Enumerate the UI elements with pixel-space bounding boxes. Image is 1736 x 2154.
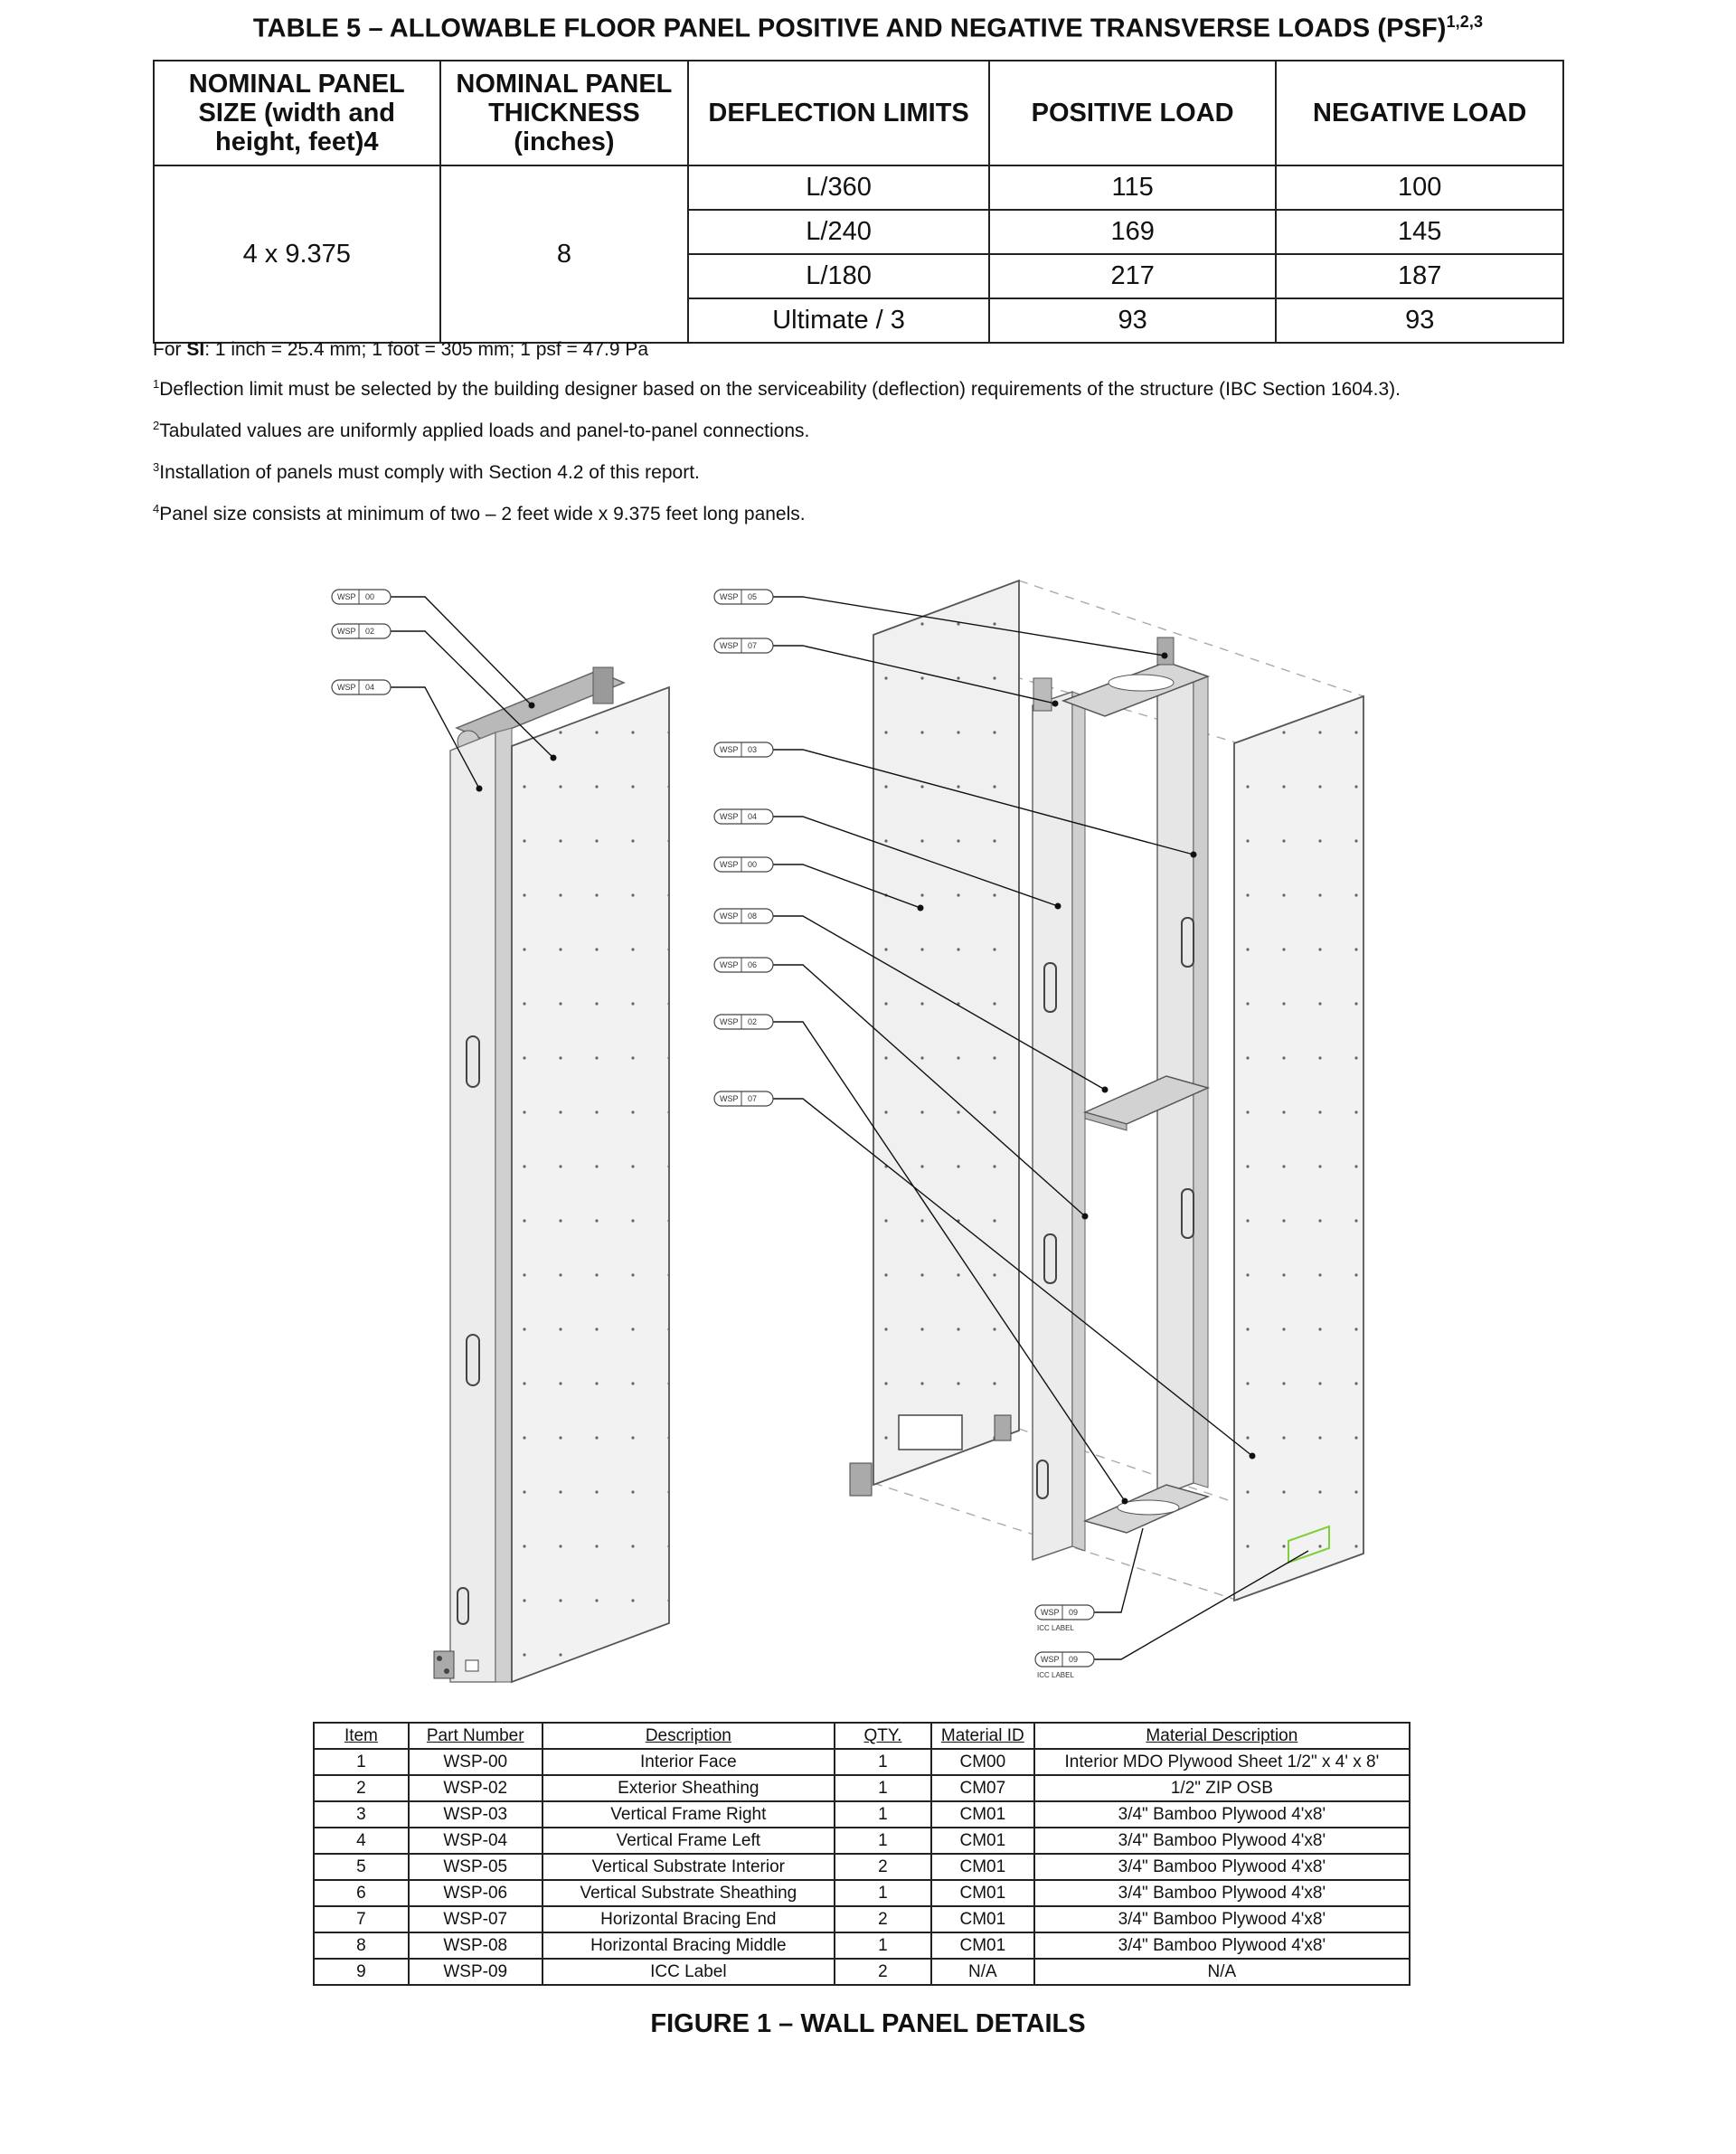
callout-tag-prefix: WSP [1041, 1608, 1060, 1617]
material-description-cell: 3/4" Bamboo Plywood 4'x8' [1034, 1906, 1410, 1932]
callout-tag-prefix: WSP [337, 592, 356, 601]
deflection-cell: L/360 [688, 165, 989, 210]
deflection-cell: L/240 [688, 210, 989, 254]
material-description-cell: 3/4" Bamboo Plywood 4'x8' [1034, 1880, 1410, 1906]
table-row [314, 1775, 1410, 1801]
table-row [314, 1828, 1410, 1854]
callout-tag [714, 809, 773, 824]
icc-label-caption: ICC LABEL [1037, 1624, 1074, 1632]
header-panel-thickness: NOMINAL PANEL THICKNESS (inches) [440, 61, 689, 165]
description-cell: ICC Label [542, 1959, 835, 1985]
material-description-cell: 3/4" Bamboo Plywood 4'x8' [1034, 1932, 1410, 1959]
material-id-cell: N/A [931, 1959, 1034, 1985]
part-number-cell: WSP-03 [409, 1801, 542, 1828]
material-id-cell: CM01 [931, 1880, 1034, 1906]
positive-load-cell: 93 [989, 298, 1277, 343]
material-description-cell: 3/4" Bamboo Plywood 4'x8' [1034, 1854, 1410, 1880]
description-cell: Exterior Sheathing [542, 1775, 835, 1801]
callout-tag-prefix: WSP [720, 960, 739, 969]
callout-tag-prefix: WSP [720, 641, 739, 650]
item-cell: 3 [314, 1801, 409, 1828]
description-cell: Vertical Substrate Sheathing [542, 1880, 835, 1906]
material-id-cell: CM01 [931, 1828, 1034, 1854]
positive-load-cell: 115 [989, 165, 1277, 210]
si-conversion-note: For SI: 1 inch = 25.4 mm; 1 foot = 305 mm; 1 psf = 47.9 Pa [153, 339, 649, 360]
qty-cell: 1 [835, 1801, 931, 1828]
callout-tag-prefix: WSP [720, 1017, 739, 1026]
deflection-cell: Ultimate / 3 [688, 298, 989, 343]
material-description-cell: 1/2" ZIP OSB [1034, 1775, 1410, 1801]
header-qty: QTY. [835, 1723, 931, 1749]
qty-cell: 2 [835, 1906, 931, 1932]
part-number-cell: WSP-05 [409, 1854, 542, 1880]
callout-tag [714, 590, 773, 604]
footnote-2: $^2$Tabulated values are uniformly applied loads and panel-to-panel connections. [153, 419, 810, 441]
callout-tag [714, 1015, 773, 1029]
callout-tag [332, 624, 391, 638]
footnote-3: $^3$Installation of panels must comply with Section 4.2 of this report. [153, 460, 700, 483]
callout-tag-prefix: WSP [720, 860, 739, 869]
footnote-1: $^1$Deflection limit must be selected by the building designer based on the serviceability (deflection) requirements of the structure (IBC Section 1604.3). [153, 377, 1401, 400]
table-row [314, 1959, 1410, 1985]
table-title: TABLE 5 – ALLOWABLE FLOOR PANEL POSITIVE AND NEGATIVE TRANSVERSE LOADS (PSF)$^{1,2,3}$ [252, 13, 1484, 43]
callout-tag [332, 680, 391, 694]
callout-tag [1035, 1605, 1094, 1632]
material-id-cell: CM01 [931, 1854, 1034, 1880]
qty-cell: 1 [835, 1880, 931, 1906]
header-deflection-limits: DEFLECTION LIMITS [688, 61, 989, 165]
part-number-cell: WSP-09 [409, 1959, 542, 1985]
material-id-cell: CM00 [931, 1749, 1034, 1775]
callout-tag-number: 00 [748, 860, 758, 869]
item-cell: 2 [314, 1775, 409, 1801]
parts-list-table [313, 1722, 1410, 1986]
qty-cell: 1 [835, 1828, 931, 1854]
qty-cell: 2 [835, 1854, 931, 1880]
material-id-cell: CM01 [931, 1801, 1034, 1828]
part-number-cell: WSP-00 [409, 1749, 542, 1775]
callout-tag [714, 909, 773, 923]
icc-label-caption: ICC LABEL [1037, 1671, 1074, 1679]
material-description-cell: N/A [1034, 1959, 1410, 1985]
material-id-cell: CM07 [931, 1775, 1034, 1801]
item-cell: 6 [314, 1880, 409, 1906]
callout-tag-number: 02 [748, 1017, 758, 1026]
part-number-cell: WSP-04 [409, 1828, 542, 1854]
title-footnote-refs: 1,2,3 [1446, 13, 1484, 31]
item-cell: 8 [314, 1932, 409, 1959]
callout-tag-prefix: WSP [720, 1094, 739, 1103]
icc-label-callouts [1035, 1605, 1094, 1679]
header-description: Description [542, 1723, 835, 1749]
material-id-cell: CM01 [931, 1906, 1034, 1932]
callout-tag-number: 04 [748, 812, 758, 821]
table-row [314, 1801, 1410, 1828]
item-cell: 9 [314, 1959, 409, 1985]
item-cell: 7 [314, 1906, 409, 1932]
callout-tag-number: 07 [748, 1094, 758, 1103]
panel-size-cell: 4 x 9.375 [154, 165, 440, 343]
callout-tag-number: 02 [365, 627, 375, 636]
part-number-cell: WSP-08 [409, 1932, 542, 1959]
callout-tag-number: 09 [1069, 1608, 1079, 1617]
table-row [314, 1906, 1410, 1932]
item-cell: 1 [314, 1749, 409, 1775]
callout-tag [1035, 1652, 1094, 1679]
header-positive-load: POSITIVE LOAD [989, 61, 1277, 165]
callout-tag [714, 1091, 773, 1106]
callout-tag-prefix: WSP [720, 592, 739, 601]
header-material-id: Material ID [931, 1723, 1034, 1749]
deflection-cell: L/180 [688, 254, 989, 298]
callout-tag-number: 09 [1069, 1655, 1079, 1664]
description-cell: Vertical Frame Left [542, 1828, 835, 1854]
description-cell: Horizontal Bracing Middle [542, 1932, 835, 1959]
callout-tag-number: 00 [365, 592, 375, 601]
thickness-cell: 8 [440, 165, 689, 343]
callout-tag [714, 958, 773, 972]
footnote-4: $^4$Panel size consists at minimum of two – 2 feet wide x 9.375 feet long panels. [153, 502, 806, 524]
callout-tag [714, 638, 773, 653]
positive-load-cell: 217 [989, 254, 1277, 298]
callout-tag-number: 06 [748, 960, 758, 969]
callout-tag-prefix: WSP [1041, 1655, 1060, 1664]
callout-tag [714, 742, 773, 757]
header-part-number: Part Number [409, 1723, 542, 1749]
table-row [314, 1880, 1410, 1906]
part-number-cell: WSP-02 [409, 1775, 542, 1801]
table-row [314, 1854, 1410, 1880]
callout-tag-number: 08 [748, 912, 758, 921]
description-cell: Horizontal Bracing End [542, 1906, 835, 1932]
part-number-cell: WSP-07 [409, 1906, 542, 1932]
right-callout-tags [714, 590, 773, 1106]
part-number-cell: WSP-06 [409, 1880, 542, 1906]
description-cell: Interior Face [542, 1749, 835, 1775]
callout-tag-prefix: WSP [337, 627, 356, 636]
table-row [314, 1749, 1410, 1775]
positive-load-cell: 169 [989, 210, 1277, 254]
table-row [314, 1932, 1410, 1959]
callout-tag-prefix: WSP [337, 683, 356, 692]
callout-tag [332, 590, 391, 604]
callout-tag-number: 03 [748, 745, 758, 754]
description-cell: Vertical Substrate Interior [542, 1854, 835, 1880]
material-description-cell: Interior MDO Plywood Sheet 1/2" x 4' x 8' [1034, 1749, 1410, 1775]
material-id-cell: CM01 [931, 1932, 1034, 1959]
negative-load-cell: 145 [1276, 210, 1563, 254]
callout-tag-number: 04 [365, 683, 375, 692]
material-description-cell: 3/4" Bamboo Plywood 4'x8' [1034, 1828, 1410, 1854]
callout-tag [714, 857, 773, 872]
qty-cell: 1 [835, 1932, 931, 1959]
callout-tag-number: 07 [748, 641, 758, 650]
left-callout-tags [332, 590, 391, 694]
material-description-cell: 3/4" Bamboo Plywood 4'x8' [1034, 1801, 1410, 1828]
header-negative-load: NEGATIVE LOAD [1276, 61, 1563, 165]
header-panel-size: NOMINAL PANEL SIZE (width and height, feet)4 [154, 61, 440, 165]
callout-tag-prefix: WSP [720, 745, 739, 754]
negative-load-cell: 187 [1276, 254, 1563, 298]
header-item: Item [314, 1723, 409, 1749]
callout-tag-number: 05 [748, 592, 758, 601]
callout-tag-prefix: WSP [720, 812, 739, 821]
qty-cell: 1 [835, 1775, 931, 1801]
figure-caption: FIGURE 1 – WALL PANEL DETAILS [650, 2009, 1086, 2038]
qty-cell: 2 [835, 1959, 931, 1985]
item-cell: 4 [314, 1828, 409, 1854]
qty-cell: 1 [835, 1749, 931, 1775]
negative-load-cell: 100 [1276, 165, 1563, 210]
header-material-description: Material Description [1034, 1723, 1410, 1749]
description-cell: Vertical Frame Right [542, 1801, 835, 1828]
negative-load-cell: 93 [1276, 298, 1563, 343]
assembled-panel-view [434, 667, 669, 1682]
item-cell: 5 [314, 1854, 409, 1880]
callout-tag-prefix: WSP [720, 912, 739, 921]
parts-header-row [314, 1723, 1410, 1749]
